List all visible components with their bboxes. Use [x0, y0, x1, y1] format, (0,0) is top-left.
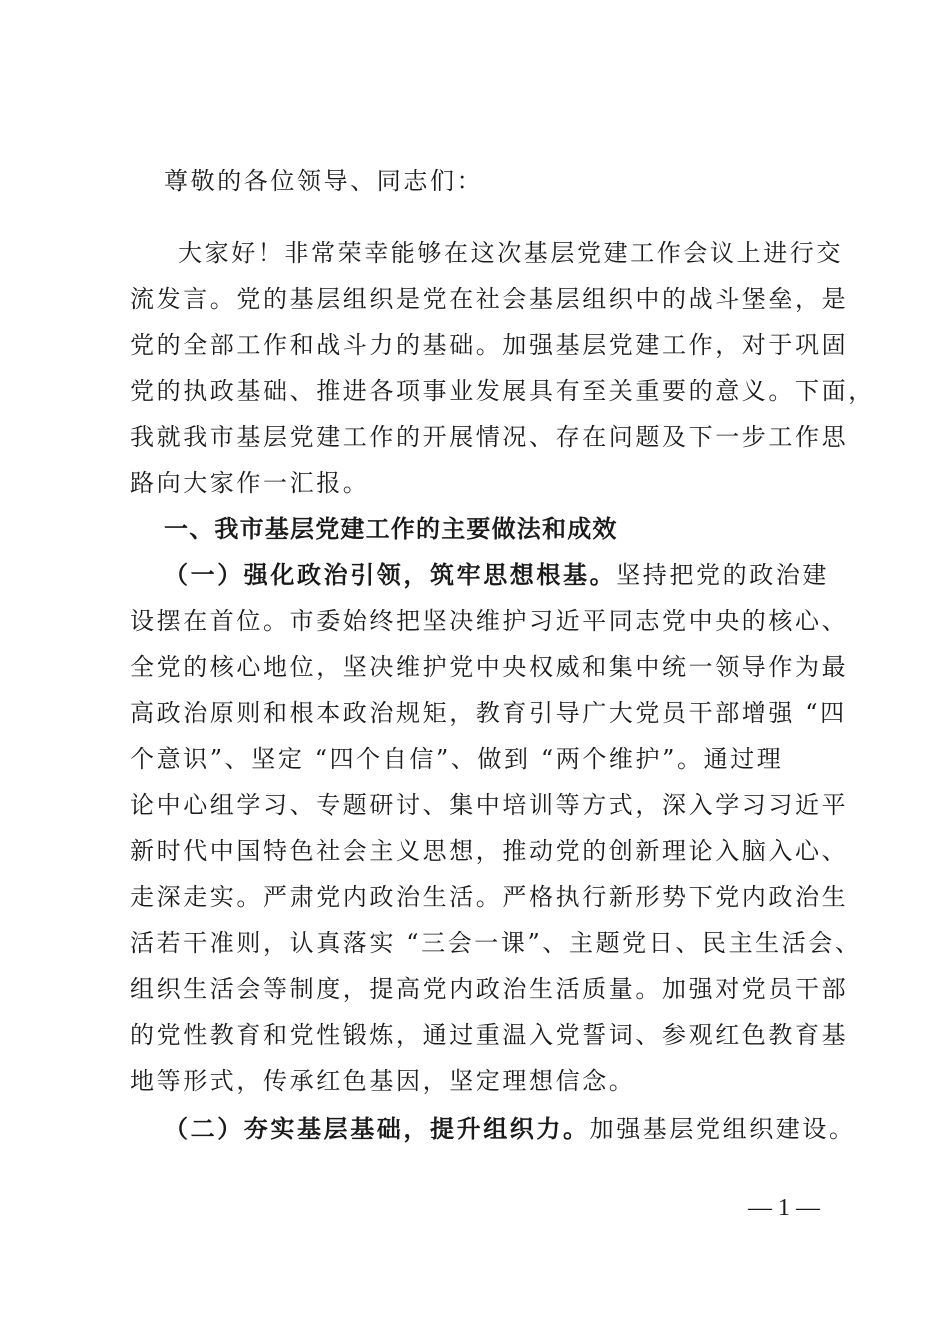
subsection-title: （一）强化政治引领，筑牢思想根基。 — [164, 560, 617, 589]
subsection-first-line — [164, 1114, 856, 1144]
body-line: 的党性教育和党性锻炼，通过重温入党誓词、参观红色教育基 — [130, 1021, 849, 1049]
body-line: 设摆在首位。市委始终把坚决维护习近平同志党中央的核心、 — [130, 607, 849, 635]
subsection-title: （二）夯实基层基础，提升组织力。 — [164, 1114, 590, 1143]
intro-line: 党的执政基础、推进各项事业发展具有至关重要的意义。下面， — [130, 377, 875, 405]
intro-line: 党的全部工作和战斗力的基础。加强基层党建工作，对于巩固 — [130, 331, 849, 359]
page-number: — 1 — — [748, 1195, 820, 1221]
body-line: 个意识”、坚定 “四个自信”、做到 “两个维护”。通过理 — [130, 745, 784, 773]
intro-line: 路向大家作一汇报。 — [130, 469, 370, 497]
body-line: 新时代中国特色社会主义思想，推动党的创新理论入脑入心、 — [130, 837, 849, 865]
body-line: 活若干准则，认真落实 “三会一课”、主题党日、民主生活会、 — [130, 929, 862, 957]
section-heading: 一、我市基层党建工作的主要做法和成效 — [164, 515, 618, 543]
intro-line: 流发言。党的基层组织是党在社会基层组织中的战斗堡垒，是 — [130, 285, 849, 313]
body-line: 组织生活会等制度，提高党内政治生活质量。加强对党员干部 — [130, 975, 849, 1003]
body-line: 走深走实。严肃党内政治生活。严格执行新形势下党内政治生 — [130, 883, 849, 911]
subsection-text: 加强基层党组织建设。 — [589, 1115, 856, 1143]
intro-line: 大家好！非常荣幸能够在这次基层党建工作会议上进行交 — [178, 239, 843, 267]
salutation: 尊敬的各位领导、同志们： — [164, 167, 484, 195]
body-line: 地等形式，传承红色基因，坚定理想信念。 — [130, 1067, 636, 1095]
body-line: 全党的核心地位，坚决维护党中央权威和集中统一领导作为最 — [130, 653, 849, 681]
body-line: 高政治原则和根本政治规矩，教育引导广大党员干部增强 “四 — [130, 699, 847, 727]
body-line: 论中心组学习、专题研讨、集中培训等方式，深入学习习近平 — [130, 791, 849, 819]
intro-line: 我就我市基层党建工作的开展情况、存在问题及下一步工作思 — [130, 423, 849, 451]
subsection-text: 坚持把党的政治建 — [616, 561, 830, 589]
subsection-first-line — [164, 560, 829, 590]
